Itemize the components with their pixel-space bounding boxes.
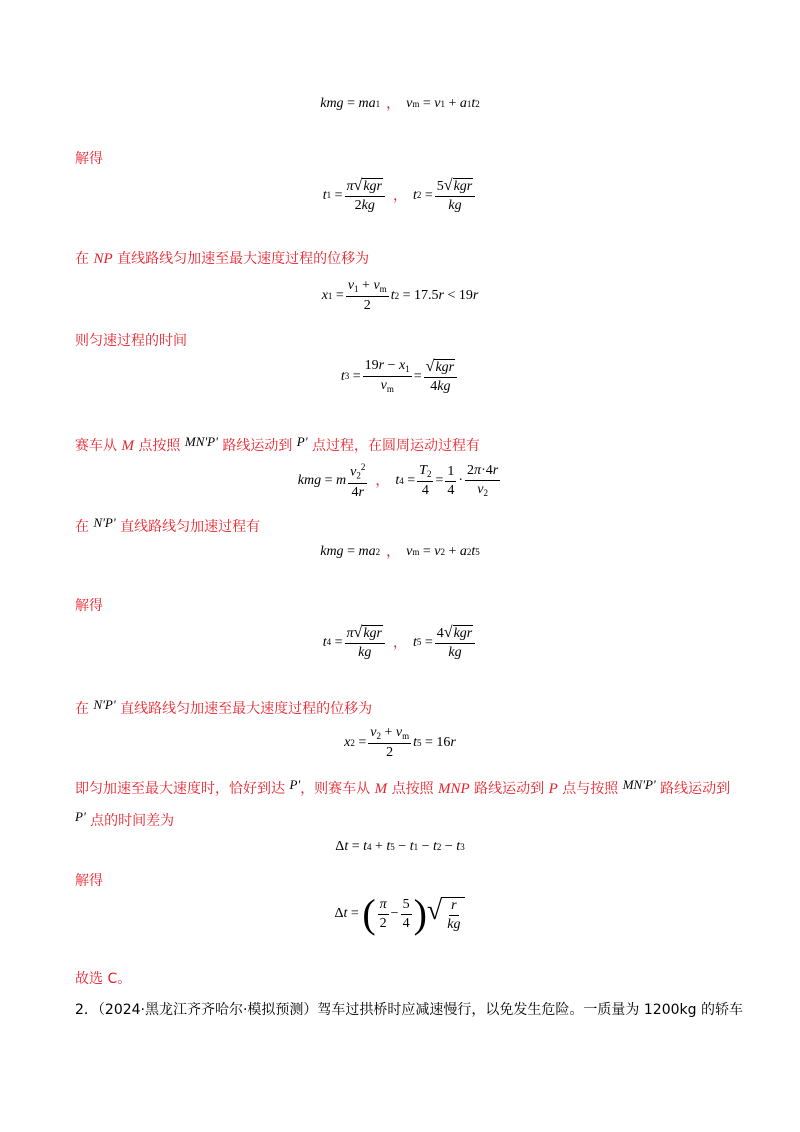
equation-6: kmg = ma 2 ， v m = v 2 + a 2 t 5 xyxy=(320,544,480,560)
text-car-circular: 赛车从 M 点按照 MN'P' 路线运动到 P' 点过程，在圆周运动过程有 xyxy=(75,434,480,454)
text-jiede-2: 解得 xyxy=(75,598,103,614)
text-np3-displacement: 在 N'P' 直线路线匀加速至最大速度过程的位移为 xyxy=(75,697,373,717)
equation-4: t 3 = $\frac{19r - x_1}{v_m}$ = √ kgr 4kg xyxy=(0,359,800,394)
text-np2-accel: 在 N'P' 直线路线匀加速过程有 xyxy=(75,515,261,535)
equation-8: x 2 = $\frac{v_2 + v_m}{2}$ t 5 = 16 r xyxy=(344,725,456,760)
text-result-2: P' 点的时间差为 xyxy=(75,809,175,829)
equation-1: kmg = ma 1 ， v m = v 1 + a 1 t 2 xyxy=(320,96,480,112)
question-2: 2．（2024·黑龙江齐齐哈尔·模拟预测）驾车过拱桥时应减速慢行，以免发生危险。一质量为 1200kg 的轿车 xyxy=(75,1002,743,1018)
text-jiede-3: 解得 xyxy=(75,873,103,889)
equation-9: Δ t = t 4 + t 5 − t 1 − t 2 − t 3 xyxy=(335,839,465,854)
equation-7: t 4 = π √ kgr kg ， t 5 = 4 √ kgr kg xyxy=(0,625,800,660)
equation-2: t 1 = π √ kgr 2kg ， t 2 = 5 √ kgr kg xyxy=(0,178,800,213)
text-np-displacement: 在 NP 直线路线匀加速至最大速度过程的位移为 xyxy=(75,251,370,267)
text-result: 即匀加速至最大速度时，恰好到达 P'，则赛车从 M 点按照 MNP 路线运动到 P 点与按照 MN'P' 路线运动到 xyxy=(75,777,731,797)
equation-5: kmg = m $\frac{v_2^2}{4r}$ ， t 4 = $\frac{T_2}{4}$ = $\frac{1}{4}$ · $\frac{2\pi\cdot 4r}{v_2}$ xyxy=(297,462,499,500)
text-uniform-time: 则匀速过程的时间 xyxy=(75,333,187,349)
text-jiede-1: 解得 xyxy=(75,151,103,167)
equation-3: x 1 = $\frac{v_1 + v_m}{2}$ t 2 = 17.5 r < 19 r xyxy=(321,278,479,313)
text-answer: 故选 C。 xyxy=(75,971,132,987)
equation-10: Δ t = ( $\frac{\pi}{2}$ − $\frac{5}{4}$ ) √ $\frac{r}{kg}$ xyxy=(0,894,800,934)
